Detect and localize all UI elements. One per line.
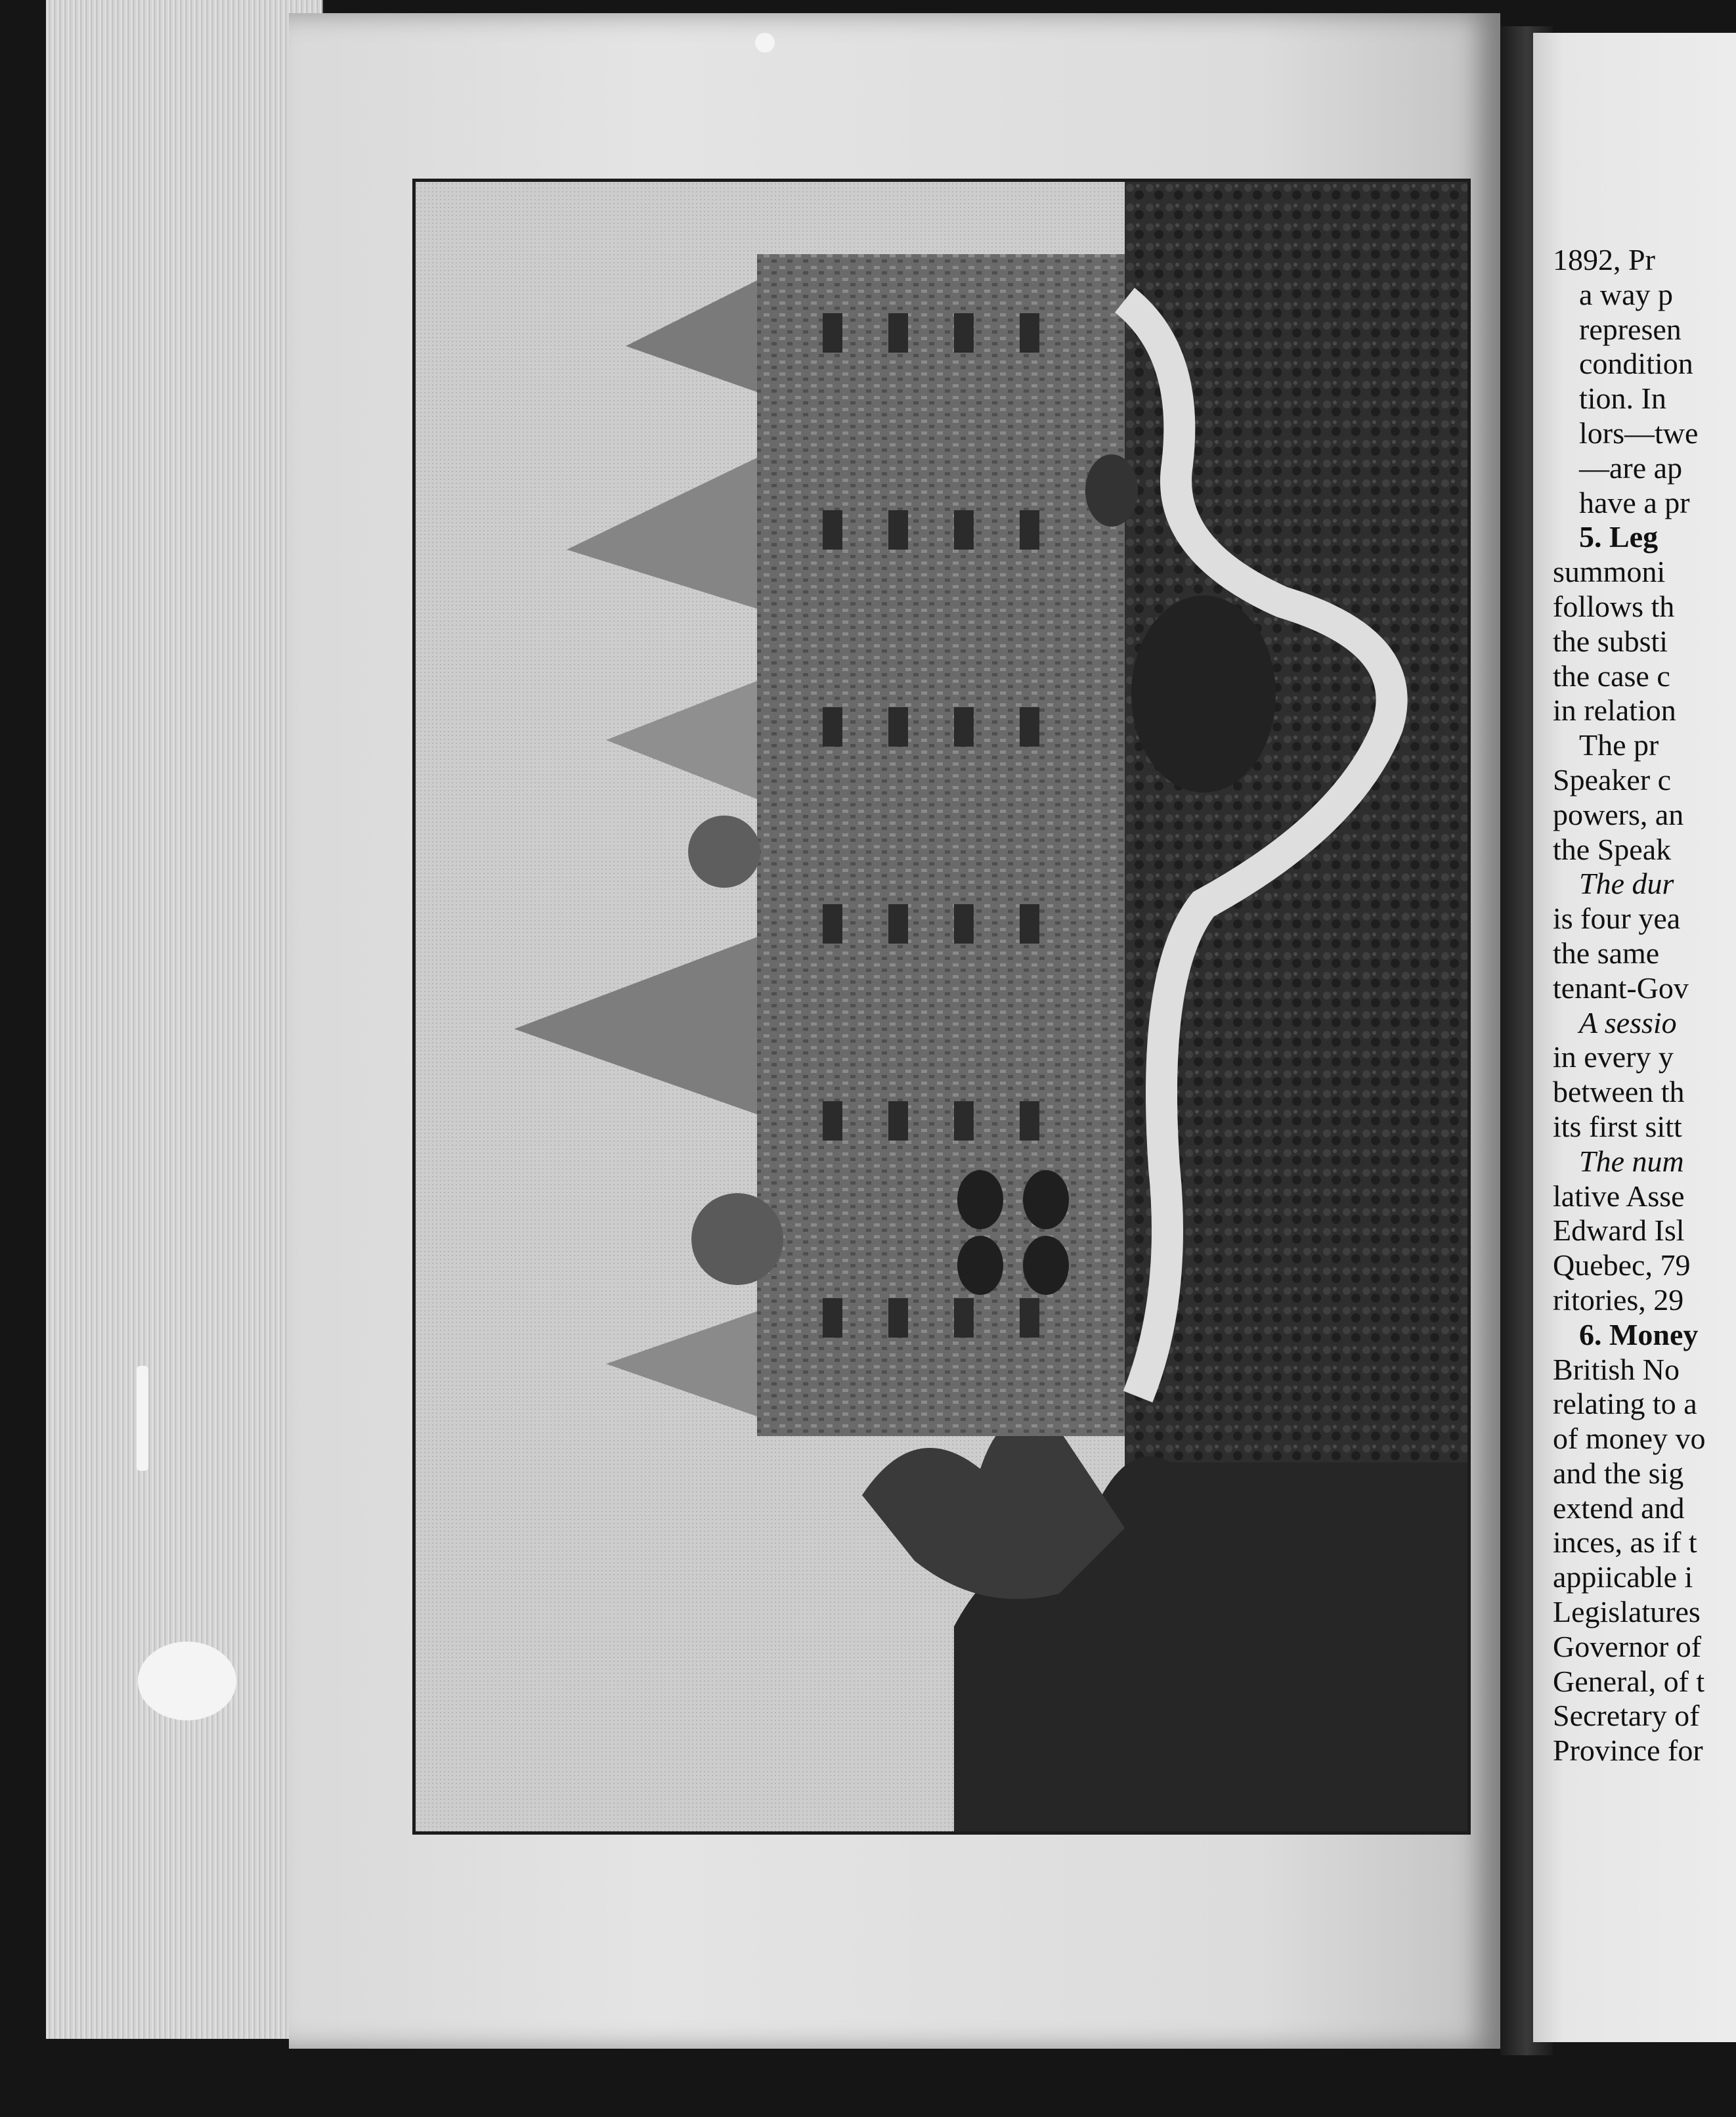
text-line: The num <box>1579 1144 1684 1178</box>
dust-speck <box>755 33 775 53</box>
text-line: —are ap <box>1579 450 1683 485</box>
text-line: Quebec, 79 <box>1553 1248 1691 1282</box>
dome-2 <box>691 1193 783 1285</box>
tree-small <box>1085 454 1138 527</box>
text-line: inces, as if t <box>1553 1525 1697 1560</box>
text-line: in relation <box>1553 693 1676 728</box>
text-line: ritories, 29 <box>1553 1282 1684 1317</box>
text-line: Secretary of <box>1553 1699 1700 1733</box>
text-line: Legislatures <box>1553 1595 1701 1629</box>
text-line: The dur <box>1579 867 1674 901</box>
text-line: Edward Isl <box>1553 1213 1685 1248</box>
building-engraving <box>416 182 1467 1831</box>
text-line: follows th <box>1553 589 1675 623</box>
text-line: lative Asse <box>1553 1179 1685 1213</box>
text-line: and the sig <box>1553 1456 1684 1490</box>
text-line: tenant-Gov <box>1553 971 1689 1005</box>
right-page-text <box>1553 243 1736 1768</box>
text-line: the substi <box>1553 624 1668 658</box>
text-line: powers, an <box>1553 797 1684 831</box>
text-line: The pr <box>1579 728 1659 762</box>
text-line: of money vo <box>1553 1422 1706 1456</box>
building-facade <box>757 254 1125 1436</box>
illustration-plate <box>412 179 1471 1835</box>
text-line: 6. Money <box>1579 1317 1699 1351</box>
text-line: Governor of <box>1553 1629 1702 1663</box>
text-line: appiicable i <box>1553 1560 1693 1594</box>
text-line: its first sitt <box>1553 1109 1682 1143</box>
text-line: 5. Leg <box>1579 520 1659 554</box>
text-line: condition <box>1579 347 1693 381</box>
page-edge-stack <box>46 0 323 2039</box>
text-line: in every y <box>1553 1040 1674 1074</box>
dome-1 <box>688 816 760 888</box>
text-line: represen <box>1579 312 1682 346</box>
text-line: the same <box>1553 936 1660 970</box>
text-line: relating to a <box>1553 1387 1697 1421</box>
text-line: is four yea <box>1553 902 1681 936</box>
text-line: the case c <box>1553 659 1670 693</box>
text-line: have a pr <box>1579 485 1690 519</box>
text-line: A sessio <box>1579 1005 1677 1039</box>
text-line: between th <box>1553 1075 1685 1109</box>
right-page <box>1533 33 1736 2042</box>
dust-speck <box>137 1366 148 1471</box>
text-line: tion. In <box>1579 382 1666 416</box>
dust-speck <box>138 1642 236 1720</box>
text-line: lors—twe <box>1579 416 1699 450</box>
text-line: Speaker c <box>1553 762 1672 797</box>
text-line: extend and <box>1553 1491 1685 1525</box>
tree-round <box>1131 596 1276 793</box>
text-line: British No <box>1553 1352 1680 1386</box>
text-line: 1892, Pr <box>1553 243 1655 276</box>
text-line: a way p <box>1579 277 1674 311</box>
text-line: Province for <box>1553 1734 1703 1768</box>
text-line: General, of t <box>1553 1664 1705 1698</box>
text-line: the Speak <box>1553 832 1672 866</box>
text-line: summoni <box>1553 555 1666 589</box>
